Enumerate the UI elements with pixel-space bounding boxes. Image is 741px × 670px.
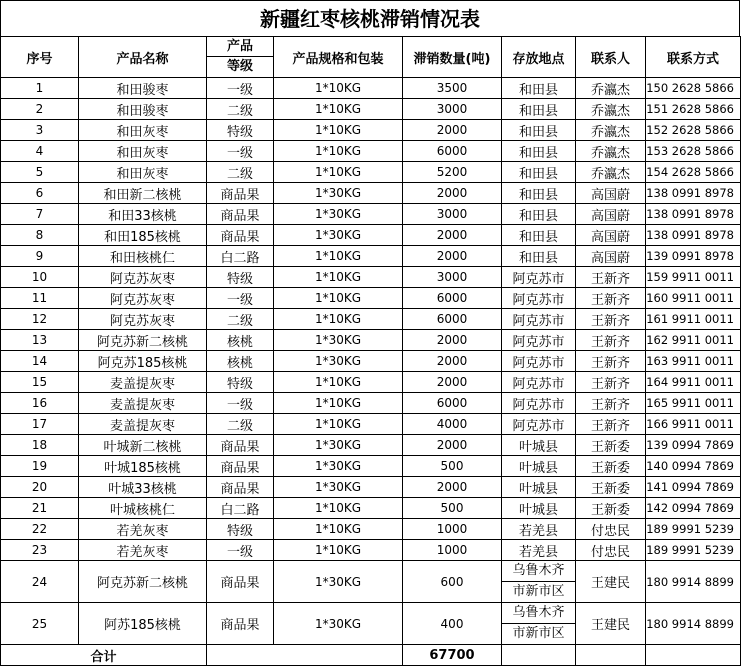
cell-phone: 138 0991 8978 <box>646 204 741 225</box>
cell-location: 阿克苏市 <box>502 309 576 330</box>
table-row <box>1 477 741 498</box>
cell-location: 叶城县 <box>502 477 576 498</box>
cell-seq: 23 <box>1 540 79 561</box>
table-row <box>1 372 741 393</box>
cell-phone: 189 9991 5239 <box>646 540 741 561</box>
cell-phone: 154 2628 5866 <box>646 162 741 183</box>
cell-seq: 19 <box>1 456 79 477</box>
table-row <box>1 603 741 645</box>
cell-phone: 162 9911 0011 <box>646 330 741 351</box>
cell-product-name: 和田新二核桃 <box>79 183 207 204</box>
cell-qty: 2000 <box>403 330 502 351</box>
cell-product-name: 和田骏枣 <box>79 99 207 120</box>
cell-location: 和田县 <box>502 99 576 120</box>
cell-phone: 142 0994 7869 <box>646 498 741 519</box>
cell-product-name: 阿克苏新二核桃 <box>79 561 207 603</box>
cell-seq: 17 <box>1 414 79 435</box>
header-contact: 联系人 <box>576 37 646 78</box>
cell-spec: 1*10KG <box>274 99 403 120</box>
cell-seq: 22 <box>1 519 79 540</box>
cell-qty: 400 <box>403 603 502 645</box>
cell-spec: 1*30KG <box>274 183 403 204</box>
total-empty-4 <box>646 645 741 666</box>
cell-contact: 王新齐 <box>576 393 646 414</box>
cell-grade: 商品果 <box>207 456 274 477</box>
table-row <box>1 99 741 120</box>
cell-contact: 高国蔚 <box>576 183 646 204</box>
cell-grade: 商品果 <box>207 183 274 204</box>
total-empty-3 <box>576 645 646 666</box>
cell-seq: 2 <box>1 99 79 120</box>
cell-seq: 16 <box>1 393 79 414</box>
header-row <box>1 37 741 78</box>
cell-phone: 152 2628 5866 <box>646 120 741 141</box>
cell-spec: 1*10KG <box>274 246 403 267</box>
table-row <box>1 561 741 603</box>
table-row <box>1 414 741 435</box>
cell-location: 叶城县 <box>502 498 576 519</box>
cell-qty: 3500 <box>403 78 502 99</box>
cell-qty: 2000 <box>403 120 502 141</box>
cell-product-name: 叶城新二核桃 <box>79 435 207 456</box>
cell-qty: 1000 <box>403 519 502 540</box>
cell-contact: 乔瀛杰 <box>576 141 646 162</box>
cell-grade: 特级 <box>207 267 274 288</box>
cell-location: 和田县 <box>502 183 576 204</box>
cell-seq: 9 <box>1 246 79 267</box>
cell-contact: 王新委 <box>576 435 646 456</box>
total-row <box>1 645 741 666</box>
cell-product-name: 阿克苏185核桃 <box>79 351 207 372</box>
stock-table <box>0 36 741 666</box>
cell-product-name: 和田骏枣 <box>79 78 207 99</box>
cell-phone: 180 9914 8899 <box>646 561 741 603</box>
header-seq: 序号 <box>1 37 79 78</box>
cell-contact: 高国蔚 <box>576 246 646 267</box>
cell-product-name: 和田灰枣 <box>79 162 207 183</box>
cell-location <box>502 561 576 603</box>
cell-phone: 139 0991 8978 <box>646 246 741 267</box>
cell-location: 阿克苏市 <box>502 393 576 414</box>
cell-location: 和田县 <box>502 141 576 162</box>
table-row <box>1 456 741 477</box>
cell-seq: 5 <box>1 162 79 183</box>
cell-spec: 1*10KG <box>274 540 403 561</box>
cell-product-name: 阿克苏灰枣 <box>79 267 207 288</box>
cell-contact: 王新委 <box>576 456 646 477</box>
total-empty-1 <box>207 645 403 666</box>
cell-spec: 1*10KG <box>274 120 403 141</box>
cell-phone: 165 9911 0011 <box>646 393 741 414</box>
cell-spec: 1*10KG <box>274 372 403 393</box>
cell-product-name: 麦盖提灰枣 <box>79 414 207 435</box>
table-row <box>1 267 741 288</box>
cell-phone: 189 9991 5239 <box>646 519 741 540</box>
cell-location: 阿克苏市 <box>502 414 576 435</box>
cell-phone: 161 9911 0011 <box>646 309 741 330</box>
cell-spec: 1*30KG <box>274 477 403 498</box>
cell-grade: 特级 <box>207 372 274 393</box>
cell-grade: 核桃 <box>207 330 274 351</box>
cell-grade: 一级 <box>207 540 274 561</box>
table-row <box>1 78 741 99</box>
cell-qty: 2000 <box>403 183 502 204</box>
cell-grade: 白二路 <box>207 498 274 519</box>
total-label: 合计 <box>1 645 207 666</box>
total-value: 67700 <box>403 645 502 666</box>
cell-contact: 王新委 <box>576 498 646 519</box>
cell-grade: 一级 <box>207 141 274 162</box>
cell-location: 阿克苏市 <box>502 351 576 372</box>
cell-spec: 1*10KG <box>274 288 403 309</box>
cell-phone: 160 9911 0011 <box>646 288 741 309</box>
cell-spec: 1*10KG <box>274 309 403 330</box>
table-row <box>1 393 741 414</box>
cell-location: 若羌县 <box>502 519 576 540</box>
cell-qty: 2000 <box>403 372 502 393</box>
cell-spec: 1*10KG <box>274 141 403 162</box>
cell-qty: 3000 <box>403 99 502 120</box>
cell-contact: 乔瀛杰 <box>576 162 646 183</box>
cell-location: 和田县 <box>502 162 576 183</box>
cell-qty: 6000 <box>403 309 502 330</box>
cell-product-name: 阿克苏灰枣 <box>79 288 207 309</box>
cell-qty: 4000 <box>403 414 502 435</box>
cell-product-name: 若羌灰枣 <box>79 540 207 561</box>
cell-seq: 20 <box>1 477 79 498</box>
cell-phone: 166 9911 0011 <box>646 414 741 435</box>
cell-seq: 7 <box>1 204 79 225</box>
cell-seq: 13 <box>1 330 79 351</box>
cell-qty: 3000 <box>403 204 502 225</box>
cell-product-name: 叶城核桃仁 <box>79 498 207 519</box>
cell-product-name: 叶城185核桃 <box>79 456 207 477</box>
cell-seq: 25 <box>1 603 79 645</box>
cell-contact: 王新齐 <box>576 330 646 351</box>
cell-location: 阿克苏市 <box>502 267 576 288</box>
cell-qty: 2000 <box>403 477 502 498</box>
cell-grade: 商品果 <box>207 225 274 246</box>
cell-contact: 王新委 <box>576 477 646 498</box>
cell-qty: 2000 <box>403 351 502 372</box>
cell-location: 叶城县 <box>502 456 576 477</box>
cell-qty: 6000 <box>403 288 502 309</box>
cell-product-name: 和田灰枣 <box>79 141 207 162</box>
cell-qty: 2000 <box>403 435 502 456</box>
table-row <box>1 330 741 351</box>
cell-spec: 1*10KG <box>274 519 403 540</box>
header-grade <box>207 37 274 78</box>
cell-product-name: 阿克苏新二核桃 <box>79 330 207 351</box>
header-phone: 联系方式 <box>646 37 741 78</box>
cell-location: 和田县 <box>502 78 576 99</box>
cell-contact: 王新齐 <box>576 309 646 330</box>
header-name: 产品名称 <box>79 37 207 78</box>
cell-grade: 商品果 <box>207 435 274 456</box>
cell-grade: 一级 <box>207 393 274 414</box>
cell-phone: 141 0994 7869 <box>646 477 741 498</box>
cell-phone: 153 2628 5866 <box>646 141 741 162</box>
cell-seq: 24 <box>1 561 79 603</box>
cell-contact: 王新齐 <box>576 267 646 288</box>
cell-phone: 180 9914 8899 <box>646 603 741 645</box>
cell-spec: 1*10KG <box>274 498 403 519</box>
cell-grade: 白二路 <box>207 246 274 267</box>
cell-grade: 特级 <box>207 120 274 141</box>
cell-spec: 1*30KG <box>274 456 403 477</box>
cell-contact: 乔瀛杰 <box>576 99 646 120</box>
cell-spec: 1*30KG <box>274 330 403 351</box>
cell-grade: 特级 <box>207 519 274 540</box>
cell-phone: 164 9911 0011 <box>646 372 741 393</box>
cell-seq: 21 <box>1 498 79 519</box>
cell-contact: 乔瀛杰 <box>576 120 646 141</box>
cell-phone: 163 9911 0011 <box>646 351 741 372</box>
cell-qty: 6000 <box>403 393 502 414</box>
cell-location: 和田县 <box>502 225 576 246</box>
cell-grade: 二级 <box>207 309 274 330</box>
cell-grade: 核桃 <box>207 351 274 372</box>
cell-phone: 150 2628 5866 <box>646 78 741 99</box>
cell-qty: 1000 <box>403 540 502 561</box>
cell-grade: 商品果 <box>207 603 274 645</box>
table-row <box>1 288 741 309</box>
cell-grade: 一级 <box>207 78 274 99</box>
cell-location-line2: 市新市区 <box>512 584 565 599</box>
cell-seq: 18 <box>1 435 79 456</box>
cell-location-line2: 市新市区 <box>512 626 565 641</box>
cell-phone: 140 0994 7869 <box>646 456 741 477</box>
cell-phone: 138 0991 8978 <box>646 183 741 204</box>
cell-spec: 1*30KG <box>274 603 403 645</box>
header-grade-top: 产品 <box>207 37 273 57</box>
cell-spec: 1*30KG <box>274 435 403 456</box>
cell-location: 若羌县 <box>502 540 576 561</box>
table-row <box>1 204 741 225</box>
cell-contact: 王建民 <box>576 561 646 603</box>
cell-contact: 王新齐 <box>576 288 646 309</box>
cell-phone: 151 2628 5866 <box>646 99 741 120</box>
table-row <box>1 162 741 183</box>
cell-phone: 138 0991 8978 <box>646 225 741 246</box>
cell-contact: 王建民 <box>576 603 646 645</box>
cell-seq: 6 <box>1 183 79 204</box>
cell-spec: 1*10KG <box>274 162 403 183</box>
cell-location-line1: 乌鲁木齐 <box>502 603 575 624</box>
cell-spec: 1*10KG <box>274 78 403 99</box>
cell-product-name: 麦盖提灰枣 <box>79 393 207 414</box>
cell-product-name: 若羌灰枣 <box>79 519 207 540</box>
cell-location-line1: 乌鲁木齐 <box>502 561 575 582</box>
cell-location: 阿克苏市 <box>502 330 576 351</box>
cell-spec: 1*30KG <box>274 204 403 225</box>
cell-phone: 159 9911 0011 <box>646 267 741 288</box>
cell-location: 和田县 <box>502 204 576 225</box>
cell-spec: 1*10KG <box>274 414 403 435</box>
header-spec: 产品规格和包装 <box>274 37 403 78</box>
table-row <box>1 519 741 540</box>
cell-location: 阿克苏市 <box>502 372 576 393</box>
cell-seq: 1 <box>1 78 79 99</box>
table-row <box>1 246 741 267</box>
cell-product-name: 阿苏185核桃 <box>79 603 207 645</box>
cell-grade: 商品果 <box>207 204 274 225</box>
cell-product-name: 和田185核桃 <box>79 225 207 246</box>
header-location: 存放地点 <box>502 37 576 78</box>
cell-spec: 1*30KG <box>274 561 403 603</box>
cell-contact: 付忠民 <box>576 519 646 540</box>
cell-grade: 商品果 <box>207 561 274 603</box>
cell-seq: 3 <box>1 120 79 141</box>
cell-seq: 8 <box>1 225 79 246</box>
sheet-title: 新疆红枣核桃滞销情况表 <box>0 0 740 36</box>
table-row <box>1 351 741 372</box>
cell-grade: 二级 <box>207 162 274 183</box>
cell-seq: 12 <box>1 309 79 330</box>
table-row <box>1 225 741 246</box>
cell-phone: 139 0994 7869 <box>646 435 741 456</box>
cell-contact: 乔瀛杰 <box>576 78 646 99</box>
cell-product-name: 叶城33核桃 <box>79 477 207 498</box>
table-row <box>1 540 741 561</box>
table-row <box>1 435 741 456</box>
cell-qty: 6000 <box>403 141 502 162</box>
cell-grade: 二级 <box>207 414 274 435</box>
cell-qty: 2000 <box>403 225 502 246</box>
cell-location <box>502 603 576 645</box>
cell-contact: 高国蔚 <box>576 204 646 225</box>
cell-contact: 付忠民 <box>576 540 646 561</box>
cell-grade: 一级 <box>207 288 274 309</box>
cell-contact: 王新齐 <box>576 414 646 435</box>
cell-contact: 高国蔚 <box>576 225 646 246</box>
cell-seq: 10 <box>1 267 79 288</box>
cell-qty: 500 <box>403 456 502 477</box>
cell-seq: 15 <box>1 372 79 393</box>
cell-product-name: 和田33核桃 <box>79 204 207 225</box>
cell-qty: 600 <box>403 561 502 603</box>
cell-seq: 14 <box>1 351 79 372</box>
cell-location: 阿克苏市 <box>502 288 576 309</box>
table-row <box>1 183 741 204</box>
cell-product-name: 和田灰枣 <box>79 120 207 141</box>
table-body <box>1 78 741 645</box>
cell-contact: 王新齐 <box>576 351 646 372</box>
cell-grade: 商品果 <box>207 477 274 498</box>
table-row <box>1 141 741 162</box>
cell-grade: 二级 <box>207 99 274 120</box>
cell-qty: 5200 <box>403 162 502 183</box>
cell-qty: 500 <box>403 498 502 519</box>
cell-qty: 3000 <box>403 267 502 288</box>
cell-product-name: 麦盖提灰枣 <box>79 372 207 393</box>
table-row <box>1 309 741 330</box>
cell-spec: 1*30KG <box>274 351 403 372</box>
cell-location: 和田县 <box>502 246 576 267</box>
table-row <box>1 120 741 141</box>
cell-seq: 4 <box>1 141 79 162</box>
cell-spec: 1*30KG <box>274 225 403 246</box>
cell-product-name: 和田核桃仁 <box>79 246 207 267</box>
cell-spec: 1*10KG <box>274 393 403 414</box>
cell-seq: 11 <box>1 288 79 309</box>
cell-product-name: 阿克苏灰枣 <box>79 309 207 330</box>
cell-qty: 2000 <box>403 246 502 267</box>
total-empty-2 <box>502 645 576 666</box>
cell-location: 叶城县 <box>502 435 576 456</box>
cell-location: 和田县 <box>502 120 576 141</box>
cell-contact: 王新齐 <box>576 372 646 393</box>
cell-spec: 1*10KG <box>274 267 403 288</box>
table-row <box>1 498 741 519</box>
header-grade-bottom: 等级 <box>226 59 253 74</box>
header-qty: 滞销数量(吨) <box>403 37 502 78</box>
